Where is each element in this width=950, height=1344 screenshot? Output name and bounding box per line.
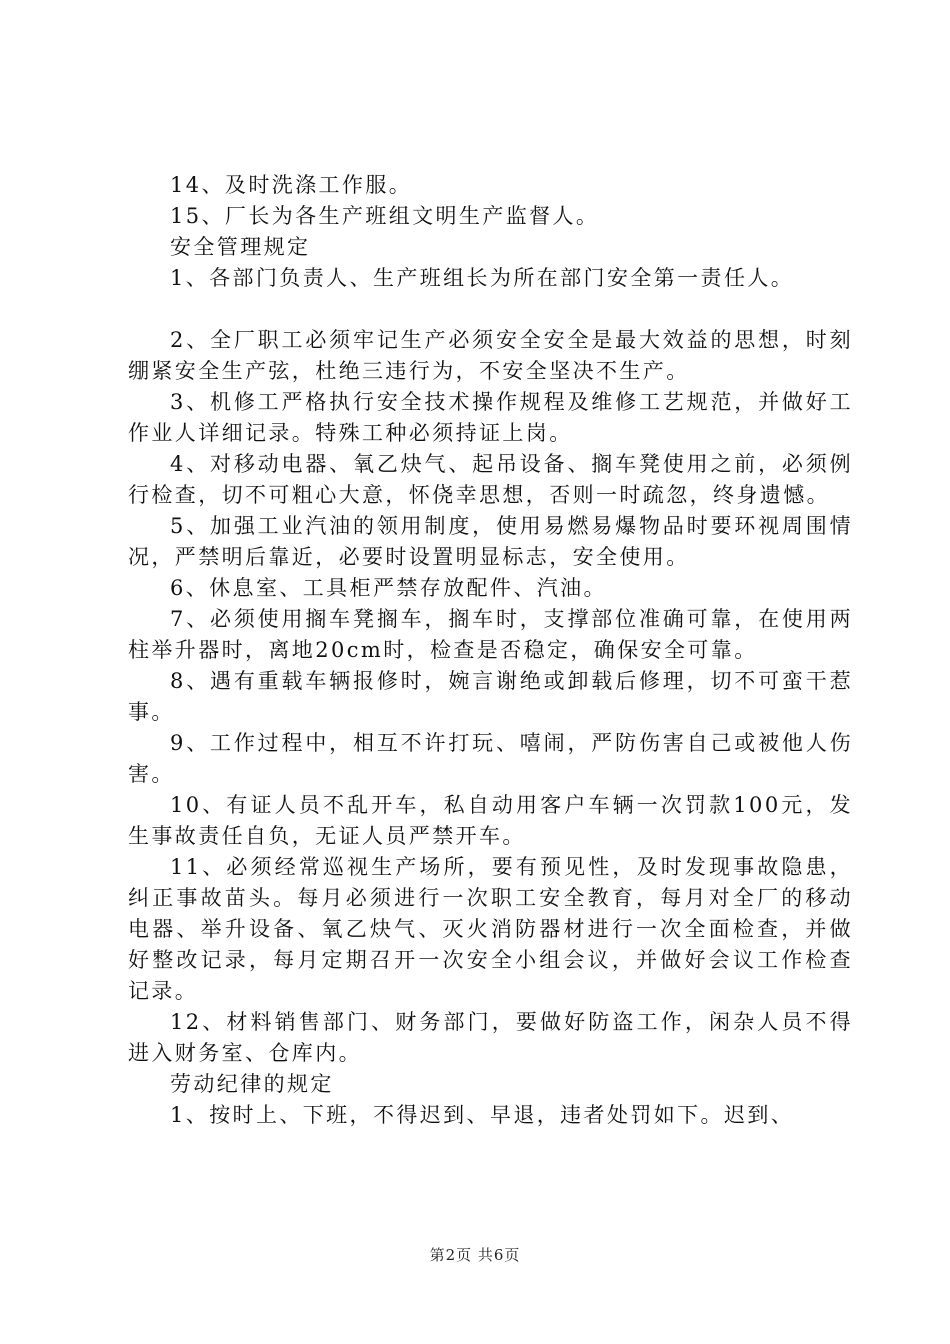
paragraph-labor-1: 1、按时上、下班，不得迟到、早退，违者处罚如下。迟到、 — [170, 1103, 795, 1127]
paragraph-safety-2: 2、全厂职工必须牢记生产必须安全安全是最大效益的思想，时刻绷紧安全生产弦，杜绝三违行为，不安全坚决不生产。 — [128, 328, 853, 383]
paragraph-item-15: 15、厂长为各生产班组文明生产监督人。 — [170, 204, 600, 228]
paragraph-safety-6: 6、休息室、工具柜严禁存放配件、汽油。 — [170, 576, 607, 600]
paragraph-safety-4: 4、对移动电器、氧乙炔气、起吊设备、搁车凳使用之前，必须例行检查，切不可粗心大意，怀侥幸思想，否则一时疏忽，终身遗憾。 — [128, 452, 853, 507]
paragraph-item-14: 14、及时洗涤工作服。 — [170, 173, 413, 197]
paragraph-safety-10: 10、有证人员不乱开车，私自动用客户车辆一次罚款100元，发生事故责任自负，无证人员严禁开车。 — [128, 793, 853, 848]
paragraph-safety-3: 3、机修工严格执行安全技术操作规程及维修工艺规范，并做好工作业人详细记录。特殊工种必须持证上岗。 — [128, 390, 853, 445]
section-heading-labor-discipline: 劳动纪律的规定 — [170, 1072, 334, 1096]
paragraph-safety-1: 1、各部门负责人、生产班组长为所在部门安全第一责任人。 — [170, 266, 795, 290]
section-heading-safety: 安全管理规定 — [170, 235, 311, 259]
paragraph-safety-5: 5、加强工业汽油的领用制度，使用易燃易爆物品时要环视周围情况，严禁明后靠近，必要时设置明显标志，安全使用。 — [128, 514, 853, 569]
paragraph-safety-8: 8、遇有重载车辆报修时，婉言谢绝或卸载后修理，切不可蛮干惹事。 — [128, 669, 853, 724]
paragraph-safety-12: 12、材料销售部门、财务部门，要做好防盗工作，闲杂人员不得进入财务室、仓库内。 — [128, 1010, 853, 1065]
paragraph-safety-7: 7、必须使用搁车凳搁车，搁车时，支撑部位准确可靠，在使用两柱举升器时，离地20cm时，检查是否稳定，确保安全可靠。 — [128, 607, 853, 662]
page-number-footer: 第2页 共6页 — [429, 1246, 521, 1264]
paragraph-safety-9: 9、工作过程中，相互不许打玩、嘻闹，严防伤害自己或被他人伤害。 — [128, 731, 853, 786]
document-body — [128, 170, 853, 1131]
paragraph-safety-11: 11、必须经常巡视生产场所，要有预见性，及时发现事故隐患，纠正事故苗头。每月必须进行一次职工安全教育，每月对全厂的移动电器、举升设备、氧乙炔气、灭火消防器材进行一次全面检查，并做好整改记录，每月定期召开一次安全小组会议，并做好会议工作检查记录。 — [128, 855, 853, 1003]
